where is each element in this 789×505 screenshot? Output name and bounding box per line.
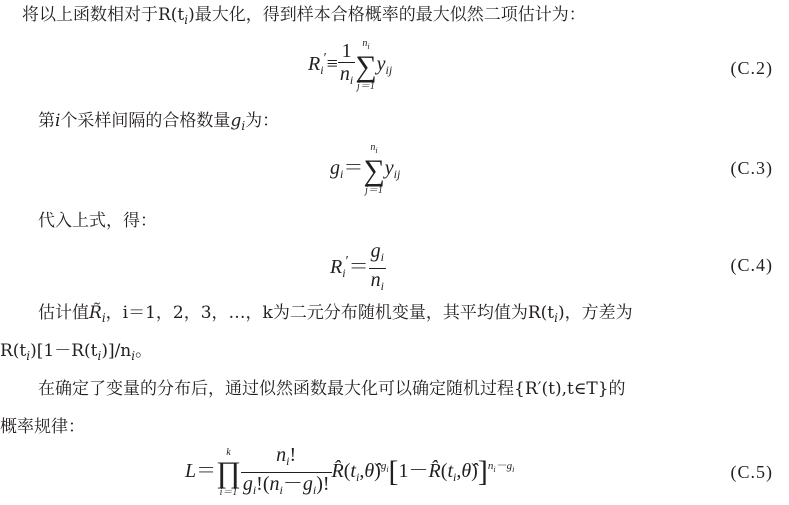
equation-number-c2: (C.2) [730, 58, 773, 78]
equation-c3: $g_i=$ $n_i$ ∑ j＝1 $y_{ij}$ [330, 142, 401, 196]
equation-c5: L＝ k ∏ i＝1 $\frac{n_i!}{g_i!(n_i-g_i)!}$ $R̂(t_i,\thetâ)^{g_i}[1-R̂(t_i,\thetâ)]^{n_i-g_i}$ [185, 444, 515, 498]
equation-number-c4: (C.4) [730, 255, 773, 275]
text-line-4: 估计值$R̃_i$，i＝1，2，3，…，k为二元分布随机变量，其平均值为$R(t_i)$，方差为 [38, 303, 633, 325]
equation-c4: $R_i'=$ $\frac{g_i}{n_i}$ [330, 240, 384, 293]
text-line-6: 在确定了变量的分布后，通过似然函数最大化可以确定随机过程{R′(t),t∈T}的 [38, 379, 626, 399]
text-line-2: 第i个采样间隔的合格数量$g_i$为： [38, 111, 280, 133]
text-line-3: 代入上式，得： [38, 211, 157, 231]
text-line-7: 概率规律： [0, 417, 85, 437]
equation-number-c3: (C.3) [730, 158, 773, 178]
equation-c2: $R_i'\equiv$ $\frac{1}{n_i}$ $n_i$ ∑ j＝1 $y_{ij}$ [308, 38, 393, 92]
text-line-5: $R(t_i)[1-R(t_i)]/n_i$。 [0, 341, 153, 363]
text-line-1: 将以上函数相对于$R(t_i)$最大化，得到样本合格概率的最大似然二项估计为： [22, 5, 586, 27]
equation-number-c5: (C.5) [730, 462, 773, 482]
